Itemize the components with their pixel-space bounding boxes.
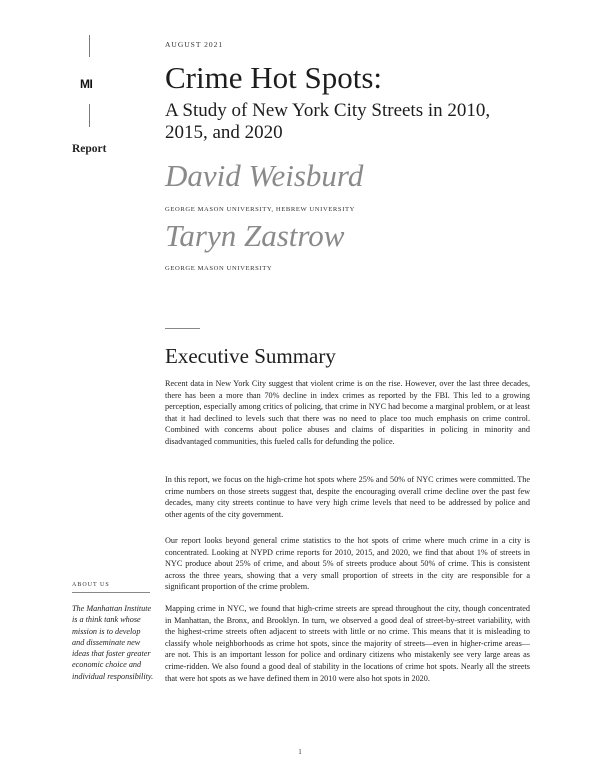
about-us-divider — [72, 592, 150, 593]
about-us-text: The Manhattan Institute is a think tank whose mission is to develop and disseminate new ideas that foster greater economic choice and individual responsibility. — [72, 604, 154, 681]
report-subtitle: A Study of New York City Streets in 2010, 2015, and 2020 — [165, 100, 491, 143]
summary-paragraph: Mapping crime in NYC, we found that high-crime streets are spread throughout the city, though concentrated in Manhattan, the Bronx, and Brooklyn. In turn, we observed a good deal of street-by-street variability, with the highest-crime streets often adjacent to streets with little or no crime. This means that it is misleading to classify whole neighborhoods as crime hot spots, since the majority of streets—even in higher-crime areas—are not. This is an important lesson for police and ordinary citizens who mistakenly see very large areas as crime-ridden. We also found a good deal of stability in the locations of crime hot spots. Nearly all the streets that were hot spots as we have defined them in 2010 were also hot spots in 2020. — [165, 604, 530, 683]
page-number: 1 — [298, 748, 302, 756]
section-divider — [165, 328, 200, 329]
author-name: Taryn Zastrow — [165, 218, 345, 253]
report-title: Crime Hot Spots: — [165, 60, 383, 95]
author-affiliation: GEORGE MASON UNIVERSITY — [165, 265, 273, 272]
report-label: Report — [72, 143, 107, 155]
section-heading: Executive Summary — [165, 344, 336, 368]
summary-paragraph: In this report, we focus on the high-crime hot spots where 25% and 50% of NYC crimes were committed. The crime numbers on those streets suggest that, despite the encouraging overall crime decline over the past few decades, many city streets continue to have very high crime levels that need to be addressed by police and other agents of the city government. — [165, 475, 530, 519]
summary-paragraph: Our report looks beyond general crime statistics to the hot spots of crime where much crime in a city is concentrated. Looking at NYPD crime reports for 2010, 2015, and 2020, we find that about 1% of streets in NYC produce about 25% of crime, and about 5% of streets produce about 50% of crime. This is consistent across the three years, showing that a very small proportion of streets in the city are responsible for a significant proportion of the crime problem. — [165, 536, 530, 592]
summary-paragraph: Recent data in New York City suggest that violent crime is on the rise. However, over the last three decades, there has been a more than 70% decline in index crimes as reported by the FBI. This led to a growing perception, especially among critics of policing, that crime in NYC had become a marginal problem, or at least that it had declined to levels such that there was no need to place too much emphasis on crime control. Combined with concerns about police abuses and claims of disparities in policing in minority and disadvantaged communities, this fueled calls for defunding the police. — [165, 379, 530, 446]
top-divider — [89, 35, 90, 57]
about-us-heading: ABOUT US — [72, 582, 110, 588]
lower-divider — [89, 104, 90, 127]
manhattan-institute-logo: MI — [80, 77, 93, 91]
author-name: David Weisburd — [165, 158, 364, 193]
author-affiliation: GEORGE MASON UNIVERSITY, HEBREW UNIVERSITY — [165, 206, 355, 213]
publication-date: AUGUST 2021 — [165, 40, 224, 49]
